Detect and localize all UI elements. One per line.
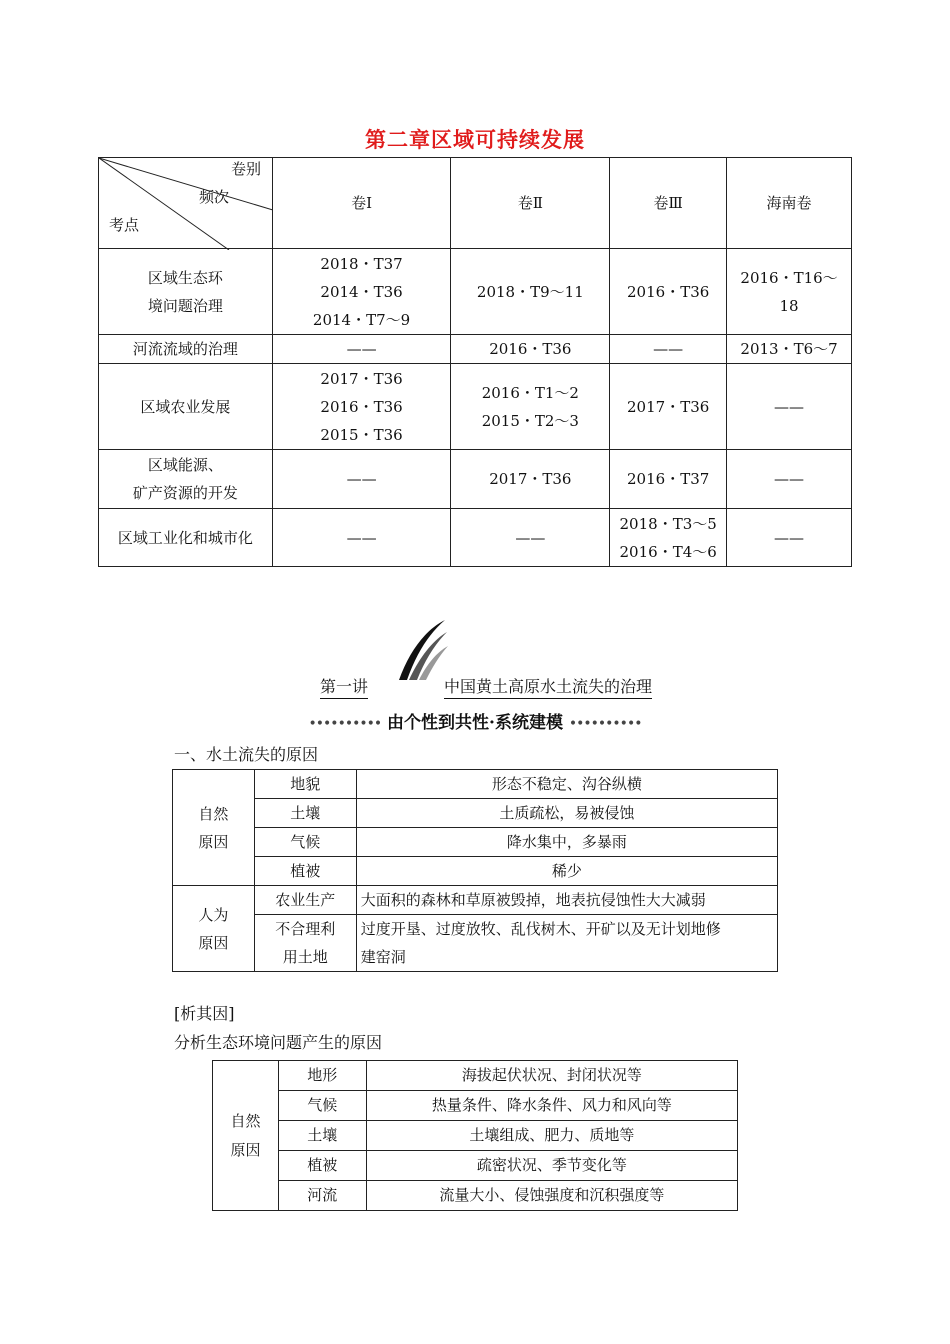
desc-cell: 土壤组成、肥力、质地等: [366, 1121, 737, 1151]
frequency-cell: 2018・T9～11: [451, 249, 610, 335]
section-banner: •••••••••• 由个性到共性·系统建模 ••••••••••: [308, 713, 642, 733]
analysis-bracket-note: [析其因]: [174, 1004, 235, 1023]
factor-cell: 植被: [278, 1151, 366, 1181]
natural-factor-table: [212, 1060, 738, 1211]
factor-cell: 农业生产: [254, 886, 356, 915]
topic-cell: 河流流域的治理: [99, 335, 273, 364]
erosion-cause-table: [172, 769, 778, 972]
desc-cell: 疏密状况、季节变化等: [366, 1151, 737, 1181]
lecture-number: 第一讲: [320, 674, 368, 699]
desc-cell: 稀少: [356, 857, 777, 886]
table-row: [173, 886, 778, 915]
topic-cell: 区域生态环 境问题治理: [99, 249, 273, 335]
frequency-cell: 2016・T36: [610, 249, 727, 335]
diag-label-paper: 卷别: [231, 160, 262, 178]
frequency-cell: ——: [727, 450, 852, 509]
exam-frequency-table: [98, 157, 852, 567]
desc-cell: 大面积的森林和草原被毁掉，地表抗侵蚀性大大减弱: [356, 886, 777, 915]
factor-cell: 河流: [278, 1181, 366, 1211]
frequency-cell: 2013・T6～7: [727, 335, 852, 364]
desc-cell: 过度开垦、过度放牧、乱伐树木、开矿以及无计划地修 建窑洞: [356, 915, 777, 972]
frequency-cell: ——: [610, 335, 727, 364]
factor-cell: 气候: [254, 828, 356, 857]
desc-cell: 热量条件、降水条件、风力和风向等: [366, 1091, 737, 1121]
frequency-cell: ——: [727, 509, 852, 567]
factor-cell: 植被: [254, 857, 356, 886]
column-header: 卷Ⅱ: [451, 158, 610, 249]
diag-label-topic: 考点: [109, 216, 140, 234]
frequency-cell: 2016・T1～2 2015・T2～3: [451, 364, 610, 450]
table-row: [213, 1181, 738, 1211]
natural-cause-label: 自然 原因: [213, 1061, 279, 1211]
table-row: [99, 249, 852, 335]
desc-cell: 流量大小、侵蚀强度和沉积强度等: [366, 1181, 737, 1211]
frequency-cell: ——: [272, 450, 451, 509]
frequency-cell: 2016・T16～ 18: [727, 249, 852, 335]
banner-text: 由个性到共性·系统建模: [387, 713, 563, 733]
natural-cause-label: 自然 原因: [173, 770, 255, 886]
table-row: [213, 1121, 738, 1151]
frequency-cell: ——: [727, 364, 852, 450]
table-row: [173, 770, 778, 799]
factor-cell: 土壤: [254, 799, 356, 828]
table-row: [213, 1151, 738, 1181]
column-header: 卷Ⅲ: [610, 158, 727, 249]
topic-cell: 区域能源、 矿产资源的开发: [99, 450, 273, 509]
lecture-title: 中国黄土高原水土流失的治理: [444, 674, 652, 699]
desc-cell: 降水集中，多暴雨: [356, 828, 777, 857]
frequency-cell: 2018・T37 2014・T36 2014・T7～9: [272, 249, 451, 335]
column-header: 卷Ⅰ: [272, 158, 451, 249]
analysis-description: 分析生态环境问题产生的原因: [174, 1033, 383, 1052]
column-header: 海南卷: [727, 158, 852, 249]
frequency-cell: 2018・T3～5 2016・T4～6: [610, 509, 727, 567]
table-row: [173, 857, 778, 886]
frequency-cell: 2017・T36: [610, 364, 727, 450]
frequency-cell: 2017・T36 2016・T36 2015・T36: [272, 364, 451, 450]
table-row: [213, 1091, 738, 1121]
frequency-cell: ——: [272, 509, 451, 567]
section-heading: 一、水土流失的原因: [174, 745, 319, 764]
swoosh-emblem-icon: [395, 618, 449, 684]
table-row: [99, 509, 852, 567]
table-row: [173, 915, 778, 972]
table-row: [213, 1061, 738, 1091]
frequency-cell: 2016・T37: [610, 450, 727, 509]
diag-label-frequency: 频次: [199, 188, 230, 206]
desc-cell: 形态不稳定、沟谷纵横: [356, 770, 777, 799]
topic-cell: 区域农业发展: [99, 364, 273, 450]
factor-cell: 气候: [278, 1091, 366, 1121]
factor-cell: 不合理利 用土地: [254, 915, 356, 972]
desc-cell: 土质疏松，易被侵蚀: [356, 799, 777, 828]
desc-cell: 海拔起伏状况、封闭状况等: [366, 1061, 737, 1091]
human-cause-label: 人为 原因: [173, 886, 255, 972]
table-row: [99, 335, 852, 364]
topic-cell: 区域工业化和城市化: [99, 509, 273, 567]
factor-cell: 土壤: [278, 1121, 366, 1151]
frequency-cell: ——: [272, 335, 451, 364]
frequency-cell: ——: [451, 509, 610, 567]
table-row: [99, 450, 852, 509]
frequency-cell: 2017・T36: [451, 450, 610, 509]
table-row: [173, 828, 778, 857]
table-row: [99, 364, 852, 450]
chapter-title: 第二章区域可持续发展: [365, 127, 585, 152]
frequency-cell: 2016・T36: [451, 335, 610, 364]
factor-cell: 地形: [278, 1061, 366, 1091]
factor-cell: 地貌: [254, 770, 356, 799]
diagonal-header-cell: [99, 158, 273, 249]
table-row: [173, 799, 778, 828]
